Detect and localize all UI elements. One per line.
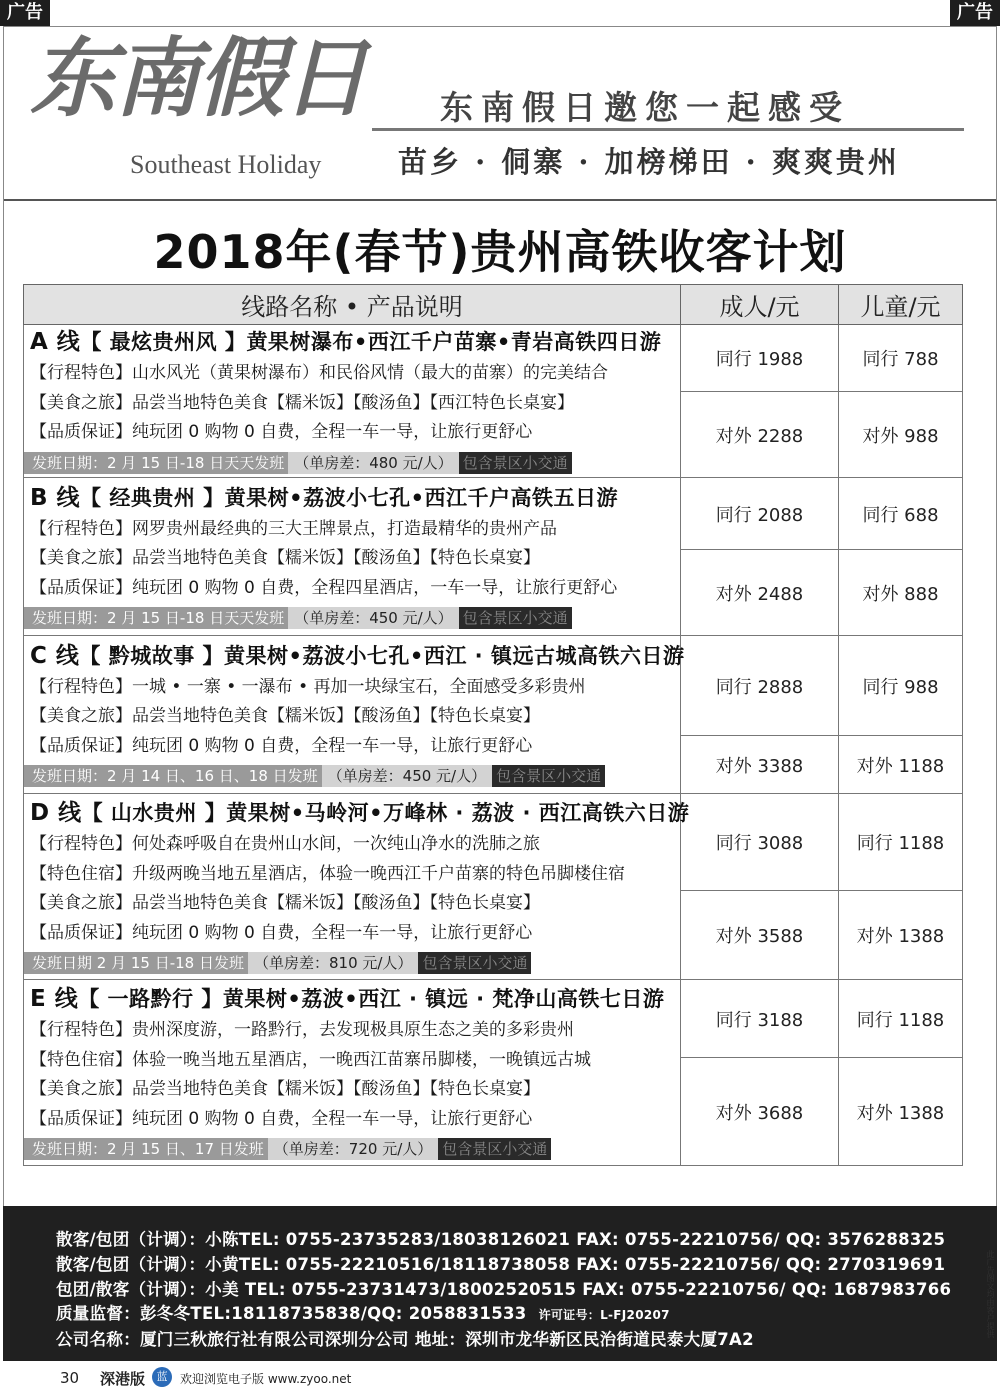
transport-included: 包含景区小交通 bbox=[459, 607, 572, 629]
ad-label-left: 广告 bbox=[0, 0, 50, 26]
departure-line bbox=[24, 450, 680, 477]
header-divider bbox=[4, 199, 996, 201]
route-title bbox=[24, 982, 680, 1016]
route-feature: 【美食之旅】品尝当地特色美食【糯米饭】【酸汤鱼】【特色长桌宴】 bbox=[30, 548, 540, 569]
brand-subslogan: 苗乡 · 侗寨 · 加榜梯田 · 爽爽贵州 bbox=[398, 145, 900, 179]
departure-line bbox=[24, 950, 680, 977]
transport-included: 包含景区小交通 bbox=[459, 452, 572, 474]
route-itinerary: 黄果树•马岭河•万峰林 · 荔波 · 西江高铁六日游 bbox=[226, 801, 690, 825]
single-room-supplement: （单房差：810 元/人） bbox=[248, 952, 418, 974]
single-room-supplement: （单房差：720 元/人） bbox=[268, 1138, 438, 1160]
adult-public-price: 对外 3688 bbox=[681, 1058, 839, 1166]
departure-line bbox=[24, 763, 680, 790]
route-title bbox=[24, 325, 680, 359]
route-description bbox=[24, 794, 690, 980]
route-feature: 【美食之旅】品尝当地特色美食【糯米饭】【酸汤鱼】【西江特色长桌宴】 bbox=[30, 392, 574, 413]
adult-public-price: 对外 2488 bbox=[681, 550, 839, 636]
departure-line bbox=[24, 605, 680, 632]
adult-public-price: 对外 2288 bbox=[681, 392, 839, 478]
route-feature: 【行程特色】何处森呼吸自在贵州山水间，一次纯山净水的洗肺之旅 bbox=[30, 834, 540, 854]
departure-line bbox=[24, 1136, 680, 1163]
route-itinerary: 黄果树瀑布•西江千户苗寨•青岩高铁四日游 bbox=[246, 330, 662, 355]
table-row bbox=[24, 980, 963, 1058]
slogan-divider bbox=[372, 128, 964, 131]
contact-line: 散客/包团（计调）：小陈TEL: 0755-23735283/18038126021 FAX: 0755-22210756/ QQ: 3576288325 bbox=[56, 1230, 946, 1249]
departure-dates: 发班日期：2 月 15 日-18 日天天发班 bbox=[24, 452, 288, 474]
brand-logo: 东南假日 bbox=[30, 28, 366, 129]
route-feature: 【品质保证】纯玩团 0 购物 0 自费，全程一车一导，让旅行更舒心 bbox=[30, 1108, 533, 1129]
route-itinerary: 黄果树•荔波•西江 · 镇远 · 梵净山高铁七日游 bbox=[222, 987, 665, 1011]
single-room-supplement: （单房差：450 元/人） bbox=[322, 765, 492, 787]
column-header-child: 儿童/元 bbox=[839, 285, 963, 325]
departure-dates: 发班日期：2 月 14 日、16 日、18 日发班 bbox=[24, 765, 322, 787]
adult-peer-price: 同行 3188 bbox=[681, 980, 839, 1058]
child-peer-price: 同行 688 bbox=[839, 478, 963, 550]
side-note: 此广告图文均由客户提供 bbox=[986, 1250, 995, 1338]
column-header-adult: 成人/元 bbox=[681, 285, 839, 325]
route-title bbox=[24, 481, 680, 515]
route-price-table bbox=[23, 284, 963, 1166]
departure-dates: 发班日期 2 月 15 日-18 日发班 bbox=[24, 952, 248, 974]
contact-line: 包团/散客（计调）：小美 TEL: 0755-23731473/18002520515 FAX: 0755-22210756/ QQ: 1687983766 bbox=[56, 1280, 952, 1299]
adult-peer-price: 同行 2888 bbox=[681, 636, 839, 736]
adult-peer-price: 同行 1988 bbox=[681, 325, 839, 392]
route-description bbox=[24, 980, 681, 1166]
route-feature: 【品质保证】纯玩团 0 购物 0 自费，全程一车一导，让旅行更舒心 bbox=[30, 922, 533, 943]
route-name: 【 一路黔行 】 bbox=[78, 987, 223, 1011]
route-code: E 线 bbox=[30, 986, 79, 1012]
transport-included: 包含景区小交通 bbox=[438, 1138, 551, 1160]
page-number: 30 bbox=[60, 1369, 80, 1387]
route-feature: 【美食之旅】品尝当地特色美食【糯米饭】【酸汤鱼】【特色长桌宴】 bbox=[30, 893, 540, 913]
adult-peer-price: 同行 2088 bbox=[681, 478, 839, 550]
company-address-line: 公司名称：厦门三秋旅行社有限公司深圳分公司 地址：深圳市龙华新区民治街道民泰大厦7A2 bbox=[56, 1330, 754, 1349]
child-peer-price: 同行 1188 bbox=[839, 980, 963, 1058]
child-peer-price: 同行 1188 bbox=[839, 794, 963, 891]
route-name: 【 山水贵州 】 bbox=[81, 801, 227, 825]
child-peer-price: 同行 988 bbox=[839, 636, 963, 736]
ad-label-right: 广告 bbox=[950, 0, 1000, 26]
route-feature: 【行程特色】山水风光（黄果树瀑布）和民俗风情（最大的苗寨）的完美结合 bbox=[30, 363, 608, 384]
route-title bbox=[24, 796, 690, 830]
route-description bbox=[24, 325, 681, 478]
route-description bbox=[24, 636, 685, 794]
child-public-price: 对外 1388 bbox=[839, 1058, 963, 1166]
brand-logo-english: Southeast Holiday bbox=[130, 150, 322, 179]
brand-slogan: 东南假日邀您一起感受 bbox=[440, 88, 850, 127]
route-name: 【 经典贵州 】 bbox=[80, 485, 225, 510]
transport-included: 包含景区小交通 bbox=[492, 765, 605, 787]
table-row bbox=[24, 478, 963, 550]
departure-dates: 发班日期：2 月 15 日-18 日天天发班 bbox=[24, 607, 288, 629]
route-name: 【 最炫贵州风 】 bbox=[80, 330, 247, 355]
license-number: 许可证号：L-FJ20207 bbox=[538, 1308, 670, 1322]
transport-included: 包含景区小交通 bbox=[418, 952, 531, 974]
route-code: A 线 bbox=[30, 329, 81, 356]
adult-public-price: 对外 3388 bbox=[681, 736, 839, 794]
route-feature: 【行程特色】一城 • 一寨 • 一瀑布 • 再加一块绿宝石，全面感受多彩贵州 bbox=[30, 676, 586, 697]
page-title: 2018年(春节)贵州高铁收客计划 bbox=[153, 225, 847, 279]
adult-peer-price: 同行 3088 bbox=[681, 794, 839, 891]
route-feature: 【品质保证】纯玩团 0 购物 0 自费，全程一车一导，让旅行更舒心 bbox=[30, 422, 533, 443]
route-code: B 线 bbox=[30, 484, 81, 511]
child-public-price: 对外 888 bbox=[839, 550, 963, 636]
single-room-supplement: （单房差：480 元/人） bbox=[288, 452, 458, 474]
quality-supervision: 质量监督：彭冬冬TEL:18118735838/QQ: 2058831533 bbox=[56, 1304, 527, 1323]
child-public-price: 对外 1188 bbox=[839, 736, 963, 794]
quality-supervision-line bbox=[56, 1300, 670, 1324]
child-public-price: 对外 988 bbox=[839, 392, 963, 478]
route-itinerary: 黄果树•荔波小七孔•西江 · 镇远古城高铁六日游 bbox=[224, 643, 685, 668]
child-public-price: 对外 1388 bbox=[839, 891, 963, 980]
table-row bbox=[24, 636, 963, 736]
route-feature: 【特色住宿】升级两晚当地五星酒店，体验一晚西江千户苗寨的特色吊脚楼住宿 bbox=[30, 863, 625, 884]
departure-dates: 发班日期：2 月 15 日、17 日发班 bbox=[24, 1138, 268, 1160]
table-header-row bbox=[24, 285, 963, 325]
column-header-route: 线路名称 • 产品说明 bbox=[24, 285, 681, 325]
adult-public-price: 对外 3588 bbox=[681, 891, 839, 980]
child-peer-price: 同行 788 bbox=[839, 325, 963, 392]
route-feature: 【美食之旅】品尝当地特色美食【糯米饭】【酸汤鱼】【特色长桌宴】 bbox=[30, 706, 540, 727]
route-feature: 【特色住宿】体验一晚当地五星酒店，一晚西江苗寨吊脚楼，一晚镇远古城 bbox=[30, 1049, 591, 1070]
route-feature: 【行程特色】贵州深度游，一路黔行，去发现极具原生态之美的多彩贵州 bbox=[30, 1020, 574, 1040]
edition-label: 深港版 bbox=[100, 1370, 146, 1388]
contact-line: 散客/包团（计调）：小黄TEL: 0755-22210516/18118738058 FAX: 0755-22210756/ QQ: 2770319691 bbox=[56, 1255, 946, 1274]
route-feature: 【品质保证】纯玩团 0 购物 0 自费，全程一车一导，让旅行更舒心 bbox=[30, 735, 533, 756]
route-code: D 线 bbox=[30, 800, 82, 826]
browse-link[interactable]: 欢迎浏览电子版 www.zyoo.net bbox=[180, 1372, 352, 1386]
table-row bbox=[24, 325, 963, 392]
route-description bbox=[24, 478, 681, 636]
route-feature: 【美食之旅】品尝当地特色美食【糯米饭】【酸汤鱼】【特色长桌宴】 bbox=[30, 1079, 540, 1099]
publication-logo-icon: 蓝 bbox=[152, 1367, 172, 1387]
single-room-supplement: （单房差：450 元/人） bbox=[288, 607, 458, 629]
route-name: 【 黔城故事 】 bbox=[79, 643, 225, 668]
route-itinerary: 黄果树•荔波小七孔•西江千户高铁五日游 bbox=[224, 485, 619, 510]
route-feature: 【品质保证】纯玩团 0 购物 0 自费，全程四星酒店，一车一导，让旅行更舒心 bbox=[30, 577, 618, 598]
route-title bbox=[24, 639, 685, 673]
page-footer bbox=[0, 1365, 1000, 1391]
route-code: C 线 bbox=[30, 642, 80, 669]
table-row bbox=[24, 794, 963, 891]
route-feature: 【行程特色】网罗贵州最经典的三大王牌景点，打造最精华的贵州产品 bbox=[30, 518, 557, 539]
